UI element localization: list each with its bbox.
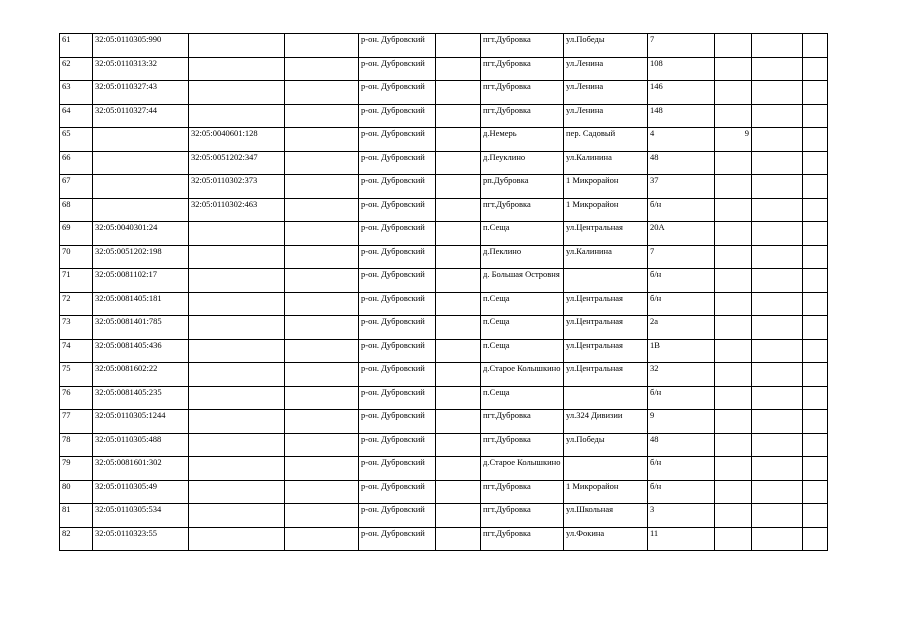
row-number-cell: 74 bbox=[60, 339, 93, 363]
empty-cell bbox=[803, 316, 828, 340]
empty-cell bbox=[436, 433, 481, 457]
cadastral-number-alt-cell bbox=[189, 527, 285, 551]
table-row bbox=[60, 410, 828, 434]
empty-cell bbox=[752, 269, 803, 293]
empty-cell bbox=[285, 339, 359, 363]
street-cell bbox=[564, 386, 648, 410]
table-row bbox=[60, 363, 828, 387]
house-number-cell: 20А bbox=[648, 222, 715, 246]
cadastral-number-alt-cell bbox=[189, 81, 285, 105]
empty-cell bbox=[752, 386, 803, 410]
empty-cell bbox=[803, 339, 828, 363]
cadastral-number-cell: 32:05:0110327:44 bbox=[93, 104, 189, 128]
cadastral-number-cell: 32:05:0110305:534 bbox=[93, 504, 189, 528]
empty-cell bbox=[803, 57, 828, 81]
street-cell: пер. Садовый bbox=[564, 128, 648, 152]
cadastral-number-cell: 32:05:0081405:235 bbox=[93, 386, 189, 410]
extra-number-cell bbox=[715, 245, 752, 269]
empty-cell bbox=[803, 386, 828, 410]
locality-cell: п.Сеща bbox=[481, 339, 564, 363]
street-cell: ул.324 Дивизии bbox=[564, 410, 648, 434]
empty-cell bbox=[285, 527, 359, 551]
extra-number-cell bbox=[715, 57, 752, 81]
empty-cell bbox=[752, 198, 803, 222]
street-cell: ул.Центральная bbox=[564, 339, 648, 363]
table-row bbox=[60, 433, 828, 457]
empty-cell bbox=[285, 128, 359, 152]
house-number-cell: б/н bbox=[648, 198, 715, 222]
street-cell: ул.Центральная bbox=[564, 316, 648, 340]
empty-cell bbox=[436, 175, 481, 199]
district-cell: р-он. Дубровский bbox=[359, 198, 436, 222]
cadastral-number-cell: 32:05:0110323:55 bbox=[93, 527, 189, 551]
cadastral-number-cell: 32:05:0081405:181 bbox=[93, 292, 189, 316]
cadastral-number-cell: 32:05:0110305:488 bbox=[93, 433, 189, 457]
empty-cell bbox=[752, 410, 803, 434]
extra-number-cell bbox=[715, 151, 752, 175]
cadastral-number-cell: 32:05:0081405:436 bbox=[93, 339, 189, 363]
empty-cell bbox=[436, 292, 481, 316]
row-number-cell: 72 bbox=[60, 292, 93, 316]
street-cell: ул.Ленина bbox=[564, 104, 648, 128]
extra-number-cell bbox=[715, 527, 752, 551]
cadastral-number-alt-cell: 32:05:0051202:347 bbox=[189, 151, 285, 175]
locality-cell: пгт.Дубровка bbox=[481, 198, 564, 222]
cadastral-number-cell: 32:05:0081401:785 bbox=[93, 316, 189, 340]
empty-cell bbox=[752, 527, 803, 551]
empty-cell bbox=[285, 245, 359, 269]
cadastral-number-cell: 32:05:0040301:24 bbox=[93, 222, 189, 246]
extra-number-cell bbox=[715, 457, 752, 481]
empty-cell bbox=[803, 292, 828, 316]
empty-cell bbox=[436, 34, 481, 58]
cadastral-number-alt-cell bbox=[189, 269, 285, 293]
empty-cell bbox=[285, 386, 359, 410]
locality-cell: пгт.Дубровка bbox=[481, 57, 564, 81]
district-cell: р-он. Дубровский bbox=[359, 81, 436, 105]
empty-cell bbox=[752, 339, 803, 363]
empty-cell bbox=[752, 480, 803, 504]
cadastral-number-cell: 32:05:0081602:22 bbox=[93, 363, 189, 387]
empty-cell bbox=[436, 316, 481, 340]
street-cell bbox=[564, 457, 648, 481]
cadastral-number-cell bbox=[93, 128, 189, 152]
cadastral-number-alt-cell bbox=[189, 57, 285, 81]
empty-cell bbox=[752, 363, 803, 387]
empty-cell bbox=[752, 34, 803, 58]
empty-cell bbox=[436, 527, 481, 551]
district-cell: р-он. Дубровский bbox=[359, 386, 436, 410]
empty-cell bbox=[752, 104, 803, 128]
row-number-cell: 73 bbox=[60, 316, 93, 340]
row-number-cell: 69 bbox=[60, 222, 93, 246]
street-cell: 1 Микрорайон bbox=[564, 480, 648, 504]
locality-cell: пгт.Дубровка bbox=[481, 34, 564, 58]
empty-cell bbox=[803, 175, 828, 199]
cadastral-number-alt-cell bbox=[189, 386, 285, 410]
street-cell: ул.Ленина bbox=[564, 81, 648, 105]
table-row bbox=[60, 104, 828, 128]
locality-cell: д.Пеуклино bbox=[481, 151, 564, 175]
table-row bbox=[60, 386, 828, 410]
empty-cell bbox=[752, 81, 803, 105]
house-number-cell: 3 bbox=[648, 504, 715, 528]
cadastral-number-cell bbox=[93, 198, 189, 222]
empty-cell bbox=[436, 57, 481, 81]
empty-cell bbox=[436, 128, 481, 152]
street-cell: 1 Микрорайон bbox=[564, 175, 648, 199]
street-cell: ул.Калинина bbox=[564, 151, 648, 175]
empty-cell bbox=[436, 339, 481, 363]
district-cell: р-он. Дубровский bbox=[359, 128, 436, 152]
district-cell: р-он. Дубровский bbox=[359, 527, 436, 551]
row-number-cell: 81 bbox=[60, 504, 93, 528]
table-row bbox=[60, 457, 828, 481]
house-number-cell: 146 bbox=[648, 81, 715, 105]
empty-cell bbox=[752, 457, 803, 481]
district-cell: р-он. Дубровский bbox=[359, 151, 436, 175]
empty-cell bbox=[285, 457, 359, 481]
district-cell: р-он. Дубровский bbox=[359, 480, 436, 504]
extra-number-cell bbox=[715, 34, 752, 58]
district-cell: р-он. Дубровский bbox=[359, 34, 436, 58]
district-cell: р-он. Дубровский bbox=[359, 292, 436, 316]
house-number-cell: 7 bbox=[648, 245, 715, 269]
table-row bbox=[60, 222, 828, 246]
extra-number-cell bbox=[715, 104, 752, 128]
empty-cell bbox=[285, 57, 359, 81]
extra-number-cell: 9 bbox=[715, 128, 752, 152]
empty-cell bbox=[285, 433, 359, 457]
cadastral-number-alt-cell bbox=[189, 292, 285, 316]
empty-cell bbox=[752, 151, 803, 175]
street-cell: ул.Центральная bbox=[564, 222, 648, 246]
table-row bbox=[60, 57, 828, 81]
house-number-cell: б/н bbox=[648, 269, 715, 293]
cadastral-number-cell: 32:05:0110327:43 bbox=[93, 81, 189, 105]
cadastral-number-alt-cell bbox=[189, 316, 285, 340]
empty-cell bbox=[285, 198, 359, 222]
empty-cell bbox=[285, 480, 359, 504]
cadastral-number-cell bbox=[93, 151, 189, 175]
cadastral-number-cell: 32:05:0110305:990 bbox=[93, 34, 189, 58]
table-row bbox=[60, 269, 828, 293]
empty-cell bbox=[436, 504, 481, 528]
empty-cell bbox=[285, 504, 359, 528]
table-row bbox=[60, 339, 828, 363]
house-number-cell: 48 bbox=[648, 433, 715, 457]
table-row bbox=[60, 245, 828, 269]
empty-cell bbox=[285, 269, 359, 293]
extra-number-cell bbox=[715, 504, 752, 528]
cadastral-number-alt-cell: 32:05:0040601:128 bbox=[189, 128, 285, 152]
house-number-cell: 48 bbox=[648, 151, 715, 175]
table-row bbox=[60, 175, 828, 199]
street-cell: ул.Фокина bbox=[564, 527, 648, 551]
district-cell: р-он. Дубровский bbox=[359, 269, 436, 293]
locality-cell: пгт.Дубровка bbox=[481, 104, 564, 128]
table-row bbox=[60, 81, 828, 105]
empty-cell bbox=[803, 527, 828, 551]
district-cell: р-он. Дубровский bbox=[359, 339, 436, 363]
empty-cell bbox=[752, 292, 803, 316]
empty-cell bbox=[285, 81, 359, 105]
empty-cell bbox=[436, 269, 481, 293]
empty-cell bbox=[803, 410, 828, 434]
house-number-cell: 1В bbox=[648, 339, 715, 363]
extra-number-cell bbox=[715, 81, 752, 105]
empty-cell bbox=[436, 386, 481, 410]
row-number-cell: 75 bbox=[60, 363, 93, 387]
row-number-cell: 76 bbox=[60, 386, 93, 410]
row-number-cell: 70 bbox=[60, 245, 93, 269]
street-cell: ул.Центральная bbox=[564, 363, 648, 387]
table-row bbox=[60, 480, 828, 504]
table-row bbox=[60, 151, 828, 175]
empty-cell bbox=[285, 410, 359, 434]
row-number-cell: 66 bbox=[60, 151, 93, 175]
empty-cell bbox=[436, 81, 481, 105]
cadastral-number-cell: 32:05:0110305:49 bbox=[93, 480, 189, 504]
street-cell: ул.Центральная bbox=[564, 292, 648, 316]
row-number-cell: 77 bbox=[60, 410, 93, 434]
cadastral-number-alt-cell bbox=[189, 410, 285, 434]
cadastral-number-alt-cell bbox=[189, 480, 285, 504]
extra-number-cell bbox=[715, 480, 752, 504]
street-cell: ул.Школьная bbox=[564, 504, 648, 528]
street-cell: 1 Микрорайон bbox=[564, 198, 648, 222]
table-row bbox=[60, 198, 828, 222]
empty-cell bbox=[803, 34, 828, 58]
empty-cell bbox=[803, 433, 828, 457]
district-cell: р-он. Дубровский bbox=[359, 245, 436, 269]
empty-cell bbox=[436, 151, 481, 175]
locality-cell: п.Сеща bbox=[481, 222, 564, 246]
empty-cell bbox=[752, 316, 803, 340]
empty-cell bbox=[436, 222, 481, 246]
empty-cell bbox=[436, 245, 481, 269]
empty-cell bbox=[752, 504, 803, 528]
empty-cell bbox=[285, 363, 359, 387]
extra-number-cell bbox=[715, 433, 752, 457]
extra-number-cell bbox=[715, 410, 752, 434]
street-cell: ул.Победы bbox=[564, 34, 648, 58]
empty-cell bbox=[803, 104, 828, 128]
house-number-cell: 7 bbox=[648, 34, 715, 58]
locality-cell: п.Сеща bbox=[481, 316, 564, 340]
house-number-cell: 32 bbox=[648, 363, 715, 387]
empty-cell bbox=[752, 245, 803, 269]
empty-cell bbox=[803, 457, 828, 481]
cadastral-number-alt-cell bbox=[189, 457, 285, 481]
empty-cell bbox=[752, 222, 803, 246]
table-row bbox=[60, 504, 828, 528]
locality-cell: пгт.Дубровка bbox=[481, 433, 564, 457]
table-row bbox=[60, 34, 828, 58]
extra-number-cell bbox=[715, 269, 752, 293]
district-cell: р-он. Дубровский bbox=[359, 410, 436, 434]
locality-cell: д.Пеклино bbox=[481, 245, 564, 269]
empty-cell bbox=[436, 410, 481, 434]
row-number-cell: 71 bbox=[60, 269, 93, 293]
empty-cell bbox=[285, 222, 359, 246]
district-cell: р-он. Дубровский bbox=[359, 175, 436, 199]
cadastral-number-alt-cell bbox=[189, 104, 285, 128]
locality-cell: пгт.Дубровка bbox=[481, 81, 564, 105]
row-number-cell: 79 bbox=[60, 457, 93, 481]
extra-number-cell bbox=[715, 339, 752, 363]
extra-number-cell bbox=[715, 386, 752, 410]
empty-cell bbox=[436, 457, 481, 481]
empty-cell bbox=[803, 198, 828, 222]
cadastral-number-alt-cell bbox=[189, 363, 285, 387]
empty-cell bbox=[803, 363, 828, 387]
extra-number-cell bbox=[715, 316, 752, 340]
cadastral-number-cell: 32:05:0081102:17 bbox=[93, 269, 189, 293]
row-number-cell: 68 bbox=[60, 198, 93, 222]
empty-cell bbox=[285, 34, 359, 58]
cadastral-number-alt-cell bbox=[189, 222, 285, 246]
table-body bbox=[60, 34, 828, 551]
district-cell: р-он. Дубровский bbox=[359, 363, 436, 387]
street-cell bbox=[564, 269, 648, 293]
cadastral-number-alt-cell bbox=[189, 433, 285, 457]
empty-cell bbox=[803, 151, 828, 175]
empty-cell bbox=[752, 57, 803, 81]
cadastral-number-cell bbox=[93, 175, 189, 199]
house-number-cell: б/н bbox=[648, 480, 715, 504]
cadastral-number-alt-cell bbox=[189, 34, 285, 58]
locality-cell: д.Старое Колышкино bbox=[481, 363, 564, 387]
extra-number-cell bbox=[715, 222, 752, 246]
cadastral-number-cell: 32:05:0051202:198 bbox=[93, 245, 189, 269]
locality-cell: пгт.Дубровка bbox=[481, 504, 564, 528]
locality-cell: д.Старое Колышкино bbox=[481, 457, 564, 481]
locality-cell: пгт.Дубровка bbox=[481, 527, 564, 551]
cadastral-number-cell: 32:05:0110313:32 bbox=[93, 57, 189, 81]
locality-cell: д. Большая Островня bbox=[481, 269, 564, 293]
row-number-cell: 80 bbox=[60, 480, 93, 504]
district-cell: р-он. Дубровский bbox=[359, 457, 436, 481]
table-row bbox=[60, 527, 828, 551]
locality-cell: пгт.Дубровка bbox=[481, 410, 564, 434]
row-number-cell: 62 bbox=[60, 57, 93, 81]
empty-cell bbox=[436, 480, 481, 504]
empty-cell bbox=[285, 104, 359, 128]
district-cell: р-он. Дубровский bbox=[359, 222, 436, 246]
table-row bbox=[60, 292, 828, 316]
cadastral-number-cell: 32:05:0110305:1244 bbox=[93, 410, 189, 434]
empty-cell bbox=[752, 175, 803, 199]
extra-number-cell bbox=[715, 175, 752, 199]
row-number-cell: 61 bbox=[60, 34, 93, 58]
locality-cell: рп.Дубровка bbox=[481, 175, 564, 199]
house-number-cell: 11 bbox=[648, 527, 715, 551]
locality-cell: пгт.Дубровка bbox=[481, 480, 564, 504]
district-cell: р-он. Дубровский bbox=[359, 57, 436, 81]
house-number-cell: 148 bbox=[648, 104, 715, 128]
district-cell: р-он. Дубровский bbox=[359, 433, 436, 457]
house-number-cell: 2а bbox=[648, 316, 715, 340]
extra-number-cell bbox=[715, 292, 752, 316]
empty-cell bbox=[803, 269, 828, 293]
extra-number-cell bbox=[715, 198, 752, 222]
empty-cell bbox=[752, 433, 803, 457]
row-number-cell: 78 bbox=[60, 433, 93, 457]
empty-cell bbox=[285, 175, 359, 199]
empty-cell bbox=[285, 292, 359, 316]
house-number-cell: б/н bbox=[648, 457, 715, 481]
district-cell: р-он. Дубровский bbox=[359, 504, 436, 528]
empty-cell bbox=[285, 316, 359, 340]
table-row bbox=[60, 316, 828, 340]
row-number-cell: 64 bbox=[60, 104, 93, 128]
street-cell: ул.Ленина bbox=[564, 57, 648, 81]
cadastral-number-alt-cell: 32:05:0110302:373 bbox=[189, 175, 285, 199]
cadastral-number-alt-cell bbox=[189, 339, 285, 363]
row-number-cell: 63 bbox=[60, 81, 93, 105]
house-number-cell: 37 bbox=[648, 175, 715, 199]
empty-cell bbox=[436, 104, 481, 128]
cadastral-number-alt-cell bbox=[189, 245, 285, 269]
extra-number-cell bbox=[715, 363, 752, 387]
district-cell: р-он. Дубровский bbox=[359, 104, 436, 128]
district-cell: р-он. Дубровский bbox=[359, 316, 436, 340]
house-number-cell: б/н bbox=[648, 386, 715, 410]
cadastral-number-alt-cell bbox=[189, 504, 285, 528]
empty-cell bbox=[752, 128, 803, 152]
cadastral-number-alt-cell: 32:05:0110302:463 bbox=[189, 198, 285, 222]
empty-cell bbox=[803, 128, 828, 152]
empty-cell bbox=[803, 480, 828, 504]
house-number-cell: 9 bbox=[648, 410, 715, 434]
empty-cell bbox=[436, 198, 481, 222]
row-number-cell: 82 bbox=[60, 527, 93, 551]
row-number-cell: 67 bbox=[60, 175, 93, 199]
locality-cell: д.Немерь bbox=[481, 128, 564, 152]
empty-cell bbox=[803, 245, 828, 269]
street-cell: ул.Калинина bbox=[564, 245, 648, 269]
street-cell: ул.Победы bbox=[564, 433, 648, 457]
house-number-cell: 108 bbox=[648, 57, 715, 81]
empty-cell bbox=[285, 151, 359, 175]
house-number-cell: б/н bbox=[648, 292, 715, 316]
cadastral-number-cell: 32:05:0081601:302 bbox=[93, 457, 189, 481]
empty-cell bbox=[803, 504, 828, 528]
empty-cell bbox=[803, 81, 828, 105]
registry-table bbox=[59, 33, 828, 551]
locality-cell: п.Сеща bbox=[481, 292, 564, 316]
locality-cell: п.Сеща bbox=[481, 386, 564, 410]
empty-cell bbox=[436, 363, 481, 387]
table-row bbox=[60, 128, 828, 152]
house-number-cell: 4 bbox=[648, 128, 715, 152]
row-number-cell: 65 bbox=[60, 128, 93, 152]
empty-cell bbox=[803, 222, 828, 246]
